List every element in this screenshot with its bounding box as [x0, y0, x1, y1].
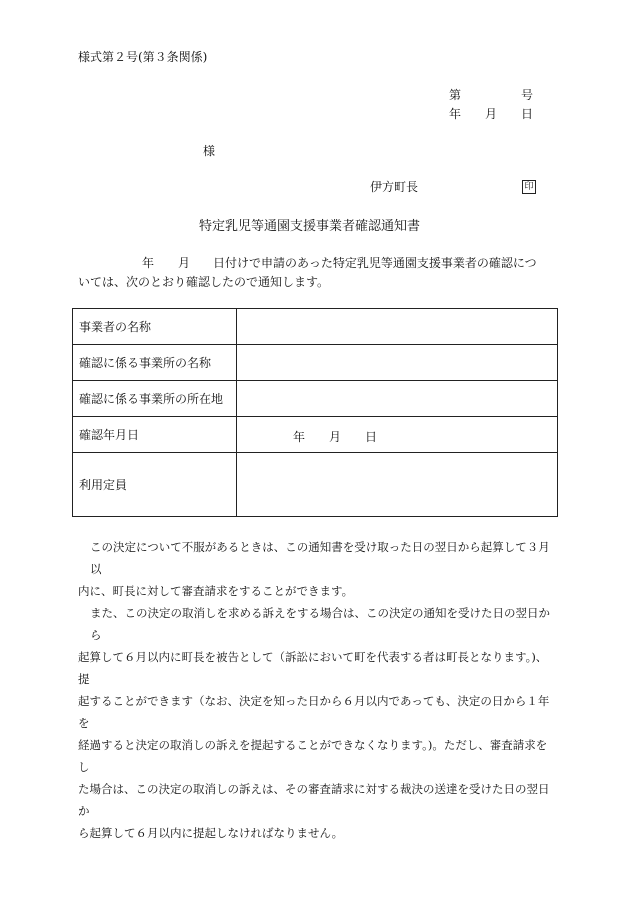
row-value — [237, 417, 558, 453]
table-row — [73, 345, 558, 381]
confirm-month-label: 月 — [329, 430, 342, 444]
notice-line: ら起算して６月以内に提起しなければなりません。 — [78, 826, 344, 840]
row-value — [237, 309, 558, 345]
intro-month: 月 — [178, 256, 191, 270]
row-value — [237, 453, 558, 517]
addressee-suffix: 様 — [203, 144, 216, 158]
confirmation-table — [72, 308, 558, 517]
notice-line: 経過すると決定の取消しの訴えを提起することができなくなります。)。ただし、審査請求をし — [78, 738, 548, 774]
notice-line: 起算して６月以内に町長を被告として（訴訟において町を代表する者は町長となります。)、提 — [78, 650, 548, 686]
intro-line1: 日付けで申請のあった特定乳児等通園支援事業者の確認につ — [213, 256, 537, 270]
notice-line: また、この決定の取消しを求める訴えをする場合は、この決定の通知を受けた日の翌日から — [90, 606, 550, 642]
appeal-notice — [78, 536, 554, 844]
table-row — [73, 417, 558, 453]
row-label: 確認年月日 — [73, 417, 237, 453]
notice-line: た場合は、この決定の取消しの訴えは、その審査請求に対する裁決の送達を受けた日の翌日か — [78, 782, 550, 818]
seal-icon: 印 — [522, 180, 536, 194]
row-label: 利用定員 — [73, 453, 237, 517]
date-day-label: 日 — [521, 107, 534, 121]
confirm-year-label: 年 — [293, 430, 306, 444]
form-number: 様式第２号(第３条関係) — [78, 50, 208, 64]
row-value — [237, 381, 558, 417]
issuer-name: 伊方町長 — [370, 180, 419, 194]
intro-year: 年 — [142, 256, 155, 270]
row-value — [237, 345, 558, 381]
row-label: 確認に係る事業所の名称 — [73, 345, 237, 381]
notice-line: 内に、町長に対して審査請求をすることができます。 — [78, 584, 354, 598]
intro-line2: いては、次のとおり確認したので通知します。 — [78, 275, 330, 289]
table-row — [73, 381, 558, 417]
row-label: 事業者の名称 — [73, 309, 237, 345]
date-year-label: 年 — [449, 107, 462, 121]
table-row — [73, 453, 558, 517]
table-row — [73, 309, 558, 345]
notice-line: 起することができます（なお、決定を知った日から６月以内であっても、決定の日から１年を — [78, 694, 550, 730]
row-label: 確認に係る事業所の所在地 — [73, 381, 237, 417]
document-number-prefix: 第 — [449, 88, 462, 102]
document-title: 特定乳児等通園支援事業者確認通知書 — [199, 219, 421, 234]
seal-mark — [520, 178, 536, 194]
notice-line: この決定について不服があるときは、この通知書を受け取った日の翌日から起算して３月以 — [90, 540, 550, 576]
date-month-label: 月 — [485, 107, 498, 121]
confirm-day-label: 日 — [365, 430, 378, 444]
document-number-suffix: 号 — [521, 88, 534, 102]
